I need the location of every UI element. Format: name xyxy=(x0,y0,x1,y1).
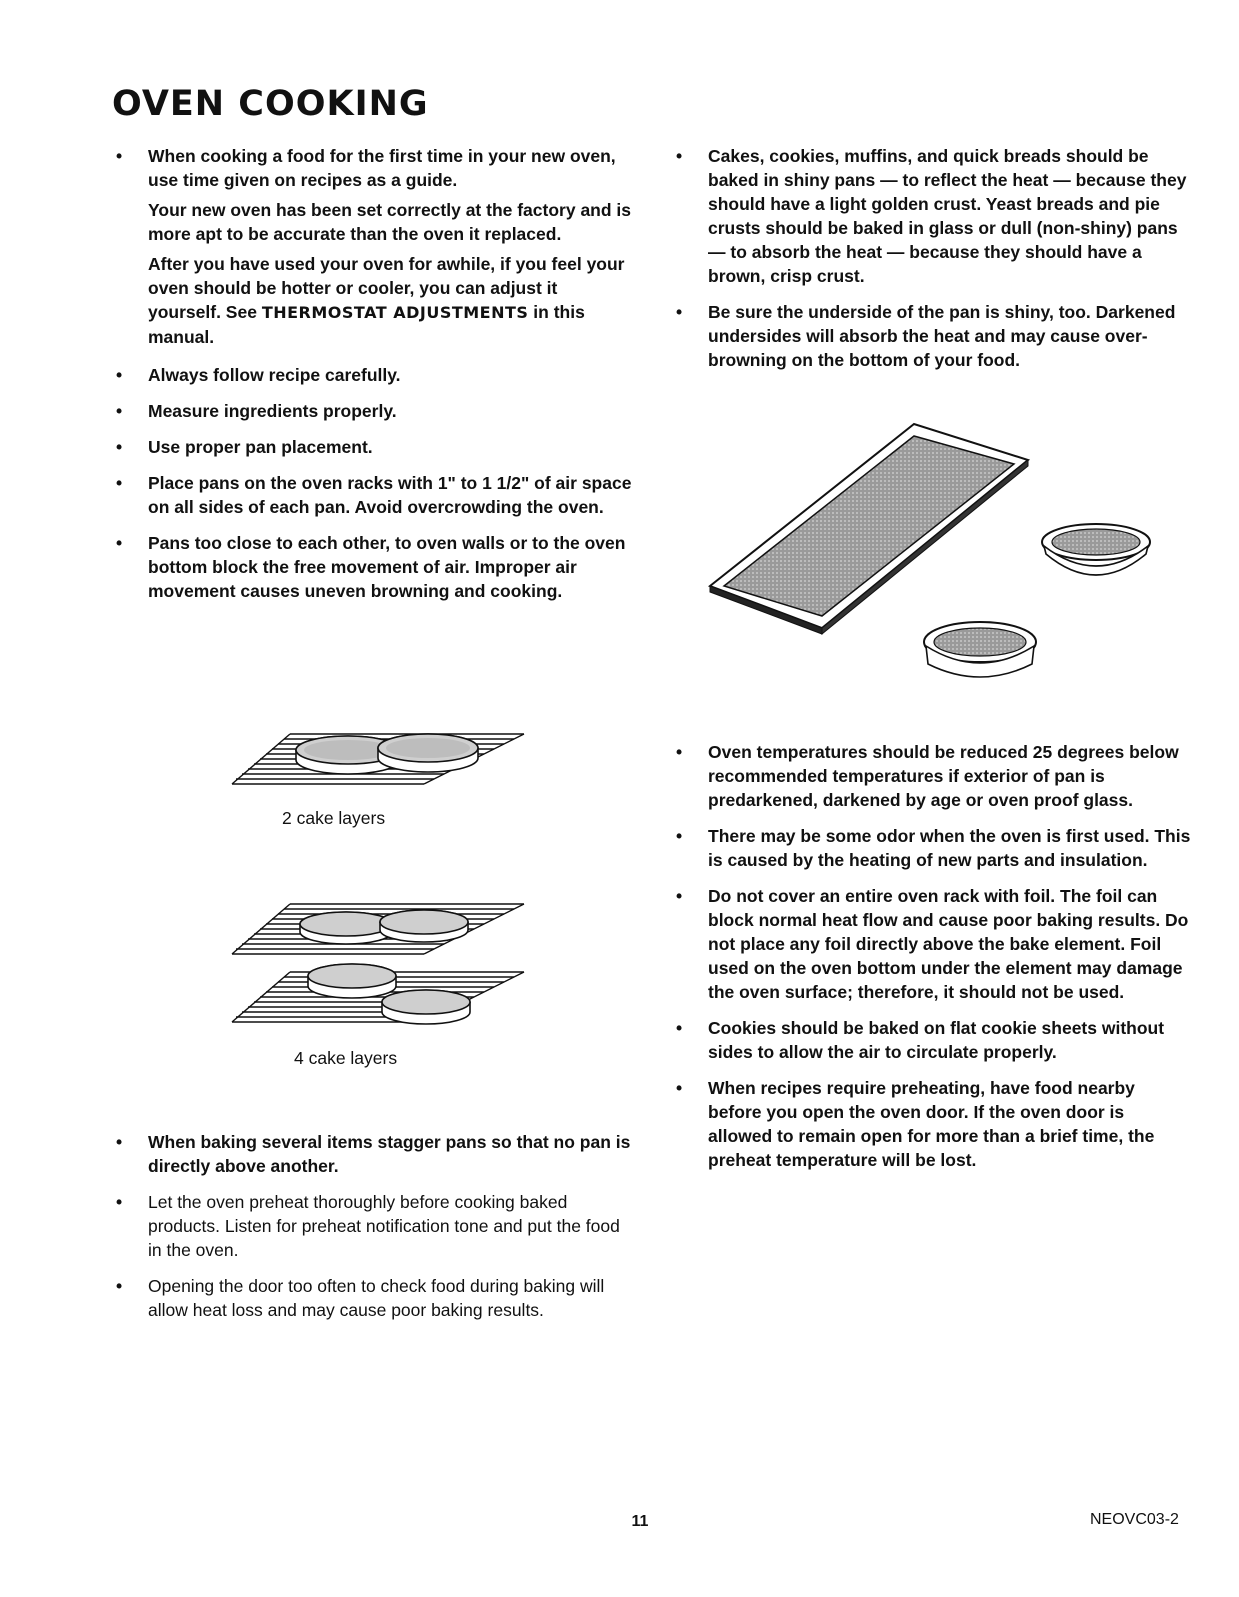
bullet-reduce-temperature xyxy=(672,740,1192,812)
bullet-text: Do not cover an entire oven rack with foil. The foil can block normal heat flow and cause poor baking results. Do not place any foil directly above the bake element. Foil used on the oven bottom under the element may damage the oven surface; therefore, it should not be used. xyxy=(708,886,1189,1002)
bullet-text: Cakes, cookies, muffins, and quick breads should be baked in shiny pans — to reflect the heat — because they should have a light golden crust. Yeast breads and pie crusts should be baked in glass or dull (non-shiny) pans — to absorb the heat — because they should have a brown, crisp crust. xyxy=(708,146,1187,286)
bullet-text: When baking several items stagger pans so that no pan is directly above another. xyxy=(148,1132,631,1176)
bullet-dot: • xyxy=(116,146,123,166)
bullet-dot: • xyxy=(116,401,123,421)
document-code: NEOVC03-2 xyxy=(1090,1511,1179,1528)
bullet-text: Let the oven preheat thoroughly before cooking baked products. Listen for preheat notification tone and put the food in the oven. xyxy=(148,1192,620,1260)
bullet-text: Measure ingredients properly. xyxy=(148,401,397,421)
bullet-text: Opening the door too often to check food during baking will allow heat loss and may cause poor baking results. xyxy=(148,1276,605,1320)
left-column-bottom xyxy=(112,1130,632,1328)
bullet-text: Be sure the underside of the pan is shiny, too. Darkened undersides will absorb the heat and may cause over-browning on the bottom of your food. xyxy=(708,302,1176,370)
bullet-dot: • xyxy=(676,742,683,762)
bullet-dot: • xyxy=(676,146,683,166)
bullet-dot: • xyxy=(116,1192,123,1212)
bullet-odor xyxy=(672,824,1192,872)
bullet-text: There may be some odor when the oven is first used. This is caused by the heating of new parts and insulation. xyxy=(708,826,1191,870)
bullet-preheat xyxy=(112,1190,632,1262)
thermostat-paragraph: After you have used your oven for awhile, if you feel your oven should be hotter or cooler, you can adjust it yourself. See THERMOSTAT ADJUSTMENTS in this manual. xyxy=(148,254,625,347)
bullet-dot: • xyxy=(116,1276,123,1296)
page-title: OVEN COOKING xyxy=(112,84,429,124)
bullet-preheating-door xyxy=(672,1076,1192,1172)
bullet-dot: • xyxy=(676,886,683,906)
four-cake-layers-caption: 4 cake layers xyxy=(294,1048,398,1068)
bullet-air-space xyxy=(112,471,632,519)
bullet-text: Pans too close to each other, to oven walls or to the oven bottom block the free movement of air. Improper air movement causes uneven browning and cooking. xyxy=(148,533,626,601)
bullet-text: When recipes require preheating, have food nearby before you open the oven door. If the oven door is allowed to remain open for more than a brief time, the preheat temperature will be lost. xyxy=(708,1078,1155,1170)
two-cake-layers-illustration xyxy=(228,728,528,798)
bullet-pan-placement xyxy=(112,435,632,459)
bullet-dot: • xyxy=(676,826,683,846)
bullet-dot: • xyxy=(116,473,123,493)
bullet-text: Place pans on the oven racks with 1" to 1 1/2" of air space on all sides of each pan. Avoid overcrowding the oven. xyxy=(148,473,632,517)
bullet-dot: • xyxy=(676,1078,683,1098)
bullet-foil xyxy=(672,884,1192,1004)
bullet-dot: • xyxy=(676,302,683,322)
left-column-top xyxy=(112,144,632,609)
baking-pans-illustration xyxy=(700,420,1170,690)
two-cake-layers-caption: 2 cake layers xyxy=(282,808,386,828)
bullet-cookie-sheets xyxy=(672,1016,1192,1064)
bullet-first-time xyxy=(112,144,632,349)
bullet-text: Always follow recipe carefully. xyxy=(148,365,401,385)
bullet-measure xyxy=(112,399,632,423)
bullet-text: Cookies should be baked on flat cookie sheets without sides to allow the air to circulate properly. xyxy=(708,1018,1165,1062)
bullet-dot: • xyxy=(116,437,123,457)
bullet-text: Oven temperatures should be reduced 25 degrees below recommended temperatures if exterior of pan is predarkened, darkened by age or oven proof glass. xyxy=(708,742,1179,810)
four-cake-layers-illustration xyxy=(228,898,528,1038)
bullet-shiny-pans xyxy=(672,144,1192,288)
right-column-top xyxy=(672,144,1192,378)
bullet-dot: • xyxy=(676,1018,683,1038)
bullet-dot: • xyxy=(116,533,123,553)
thermostat-reference: THERMOSTAT ADJUSTMENTS xyxy=(261,303,529,322)
bullet-text: When cooking a food for the first time in your new oven, use time given on recipes as a guide. xyxy=(148,146,616,190)
bullet-text: Use proper pan placement. xyxy=(148,437,373,457)
bullet-text: Your new oven has been set correctly at the factory and is more apt to be accurate than the oven it replaced. xyxy=(148,200,632,244)
bullet-follow-recipe xyxy=(112,363,632,387)
bullet-dot: • xyxy=(116,1132,123,1152)
right-column-bottom xyxy=(672,740,1192,1178)
bullet-underside xyxy=(672,300,1192,372)
bullet-stagger-pans xyxy=(112,1130,632,1178)
page-number: 11 xyxy=(631,1513,649,1530)
bullet-pans-close xyxy=(112,531,632,603)
bullet-dot: • xyxy=(116,365,123,385)
bullet-door-opening xyxy=(112,1274,632,1322)
